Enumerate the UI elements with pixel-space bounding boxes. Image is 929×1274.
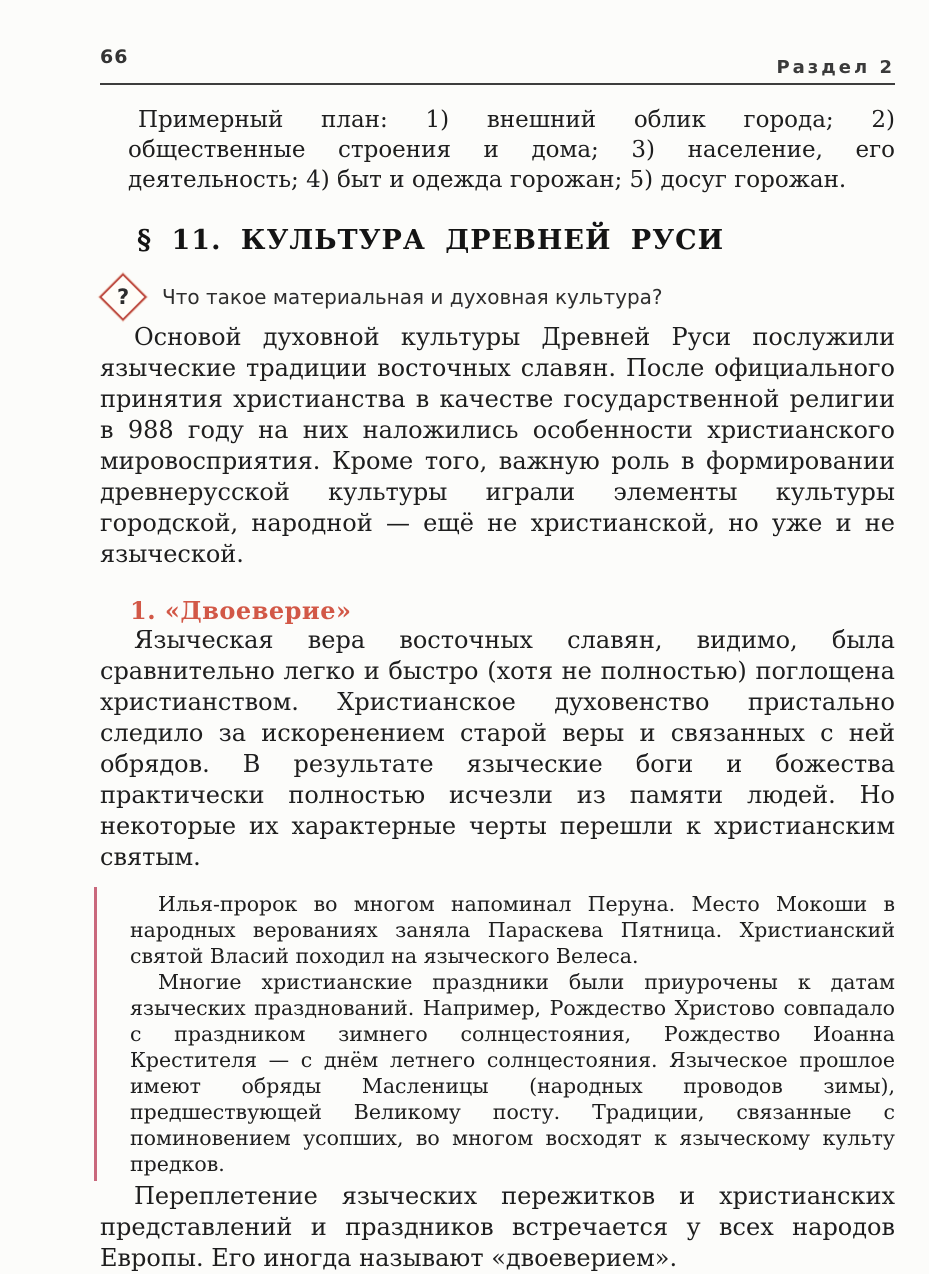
plan-paragraph: Примерный план: 1) внешний облик города; 2) общественные строения и дома; 3) население, его деятельность; 4) быт и одежда горожан; 5) досуг горожан. (128, 107, 895, 193)
subsection-paragraph: Языческая вера восточных славян, видимо, была сравнительно легко и быстро (хотя не полностью) поглощена христианством. Христианское духовенство пристально следило за искоренением старой веры и связанных с ней обрядов. В результате языческие боги и божества практически полностью исчезли из памяти людей. Но некоторые их характерные черты перешли к христианским святым. (100, 626, 895, 871)
small-print-paragraph-1: Илья-пророк во многом напоминал Перуна. Место Мокоши в народных верованиях заняла Параскева Пятница. Христианский святой Власий походил на языческого Велеса. (130, 892, 895, 968)
paragraph-title: § 11. КУЛЬТУРА ДРЕВНЕЙ РУСИ (137, 225, 725, 256)
subsection-title: 1. «Двоеверие» (130, 596, 352, 625)
section-label: Раздел 2 (776, 57, 895, 78)
closing-paragraph: Переплетение языческих пережитков и христианских представлений и праздников встречается у всех народов Европы. Его иногда называют «двоеверием». (100, 1182, 895, 1272)
question-text: Что такое материальная и духовная культура? (162, 285, 663, 309)
question-mark-icon (99, 273, 147, 321)
intro-paragraph: Основой духовной культуры Древней Руси послужили языческие традиции восточных славян. После официального принятия христианства в качестве государственной религии в 988 году на них наложились особенности христианского мировосприятия. Кроме того, важную роль в формировании древнерусской культуры играли элементы культуры городской, народной — ещё не христианской, но уже и не языческой. (100, 323, 895, 568)
question-row (100, 272, 895, 322)
running-head (100, 46, 895, 85)
question-mark-glyph: ? (116, 285, 130, 309)
small-print-block (94, 887, 895, 1181)
small-print-paragraph-2: Многие христианские праздники были приурочены к датам языческих празднований. Например, Рождество Христово совпадало с праздником зимнего солнцестояния, Рождество Иоанна Крестителя — с днём летнего солнцестояния. Языческое прошлое имеют обряды Масленицы (народных проводов зимы), предшествующей Великому посту. Традиции, связанные с поминовением усопших, во многом восходят к языческому культу предков. (130, 970, 895, 1176)
page-number: 66 (100, 46, 129, 68)
